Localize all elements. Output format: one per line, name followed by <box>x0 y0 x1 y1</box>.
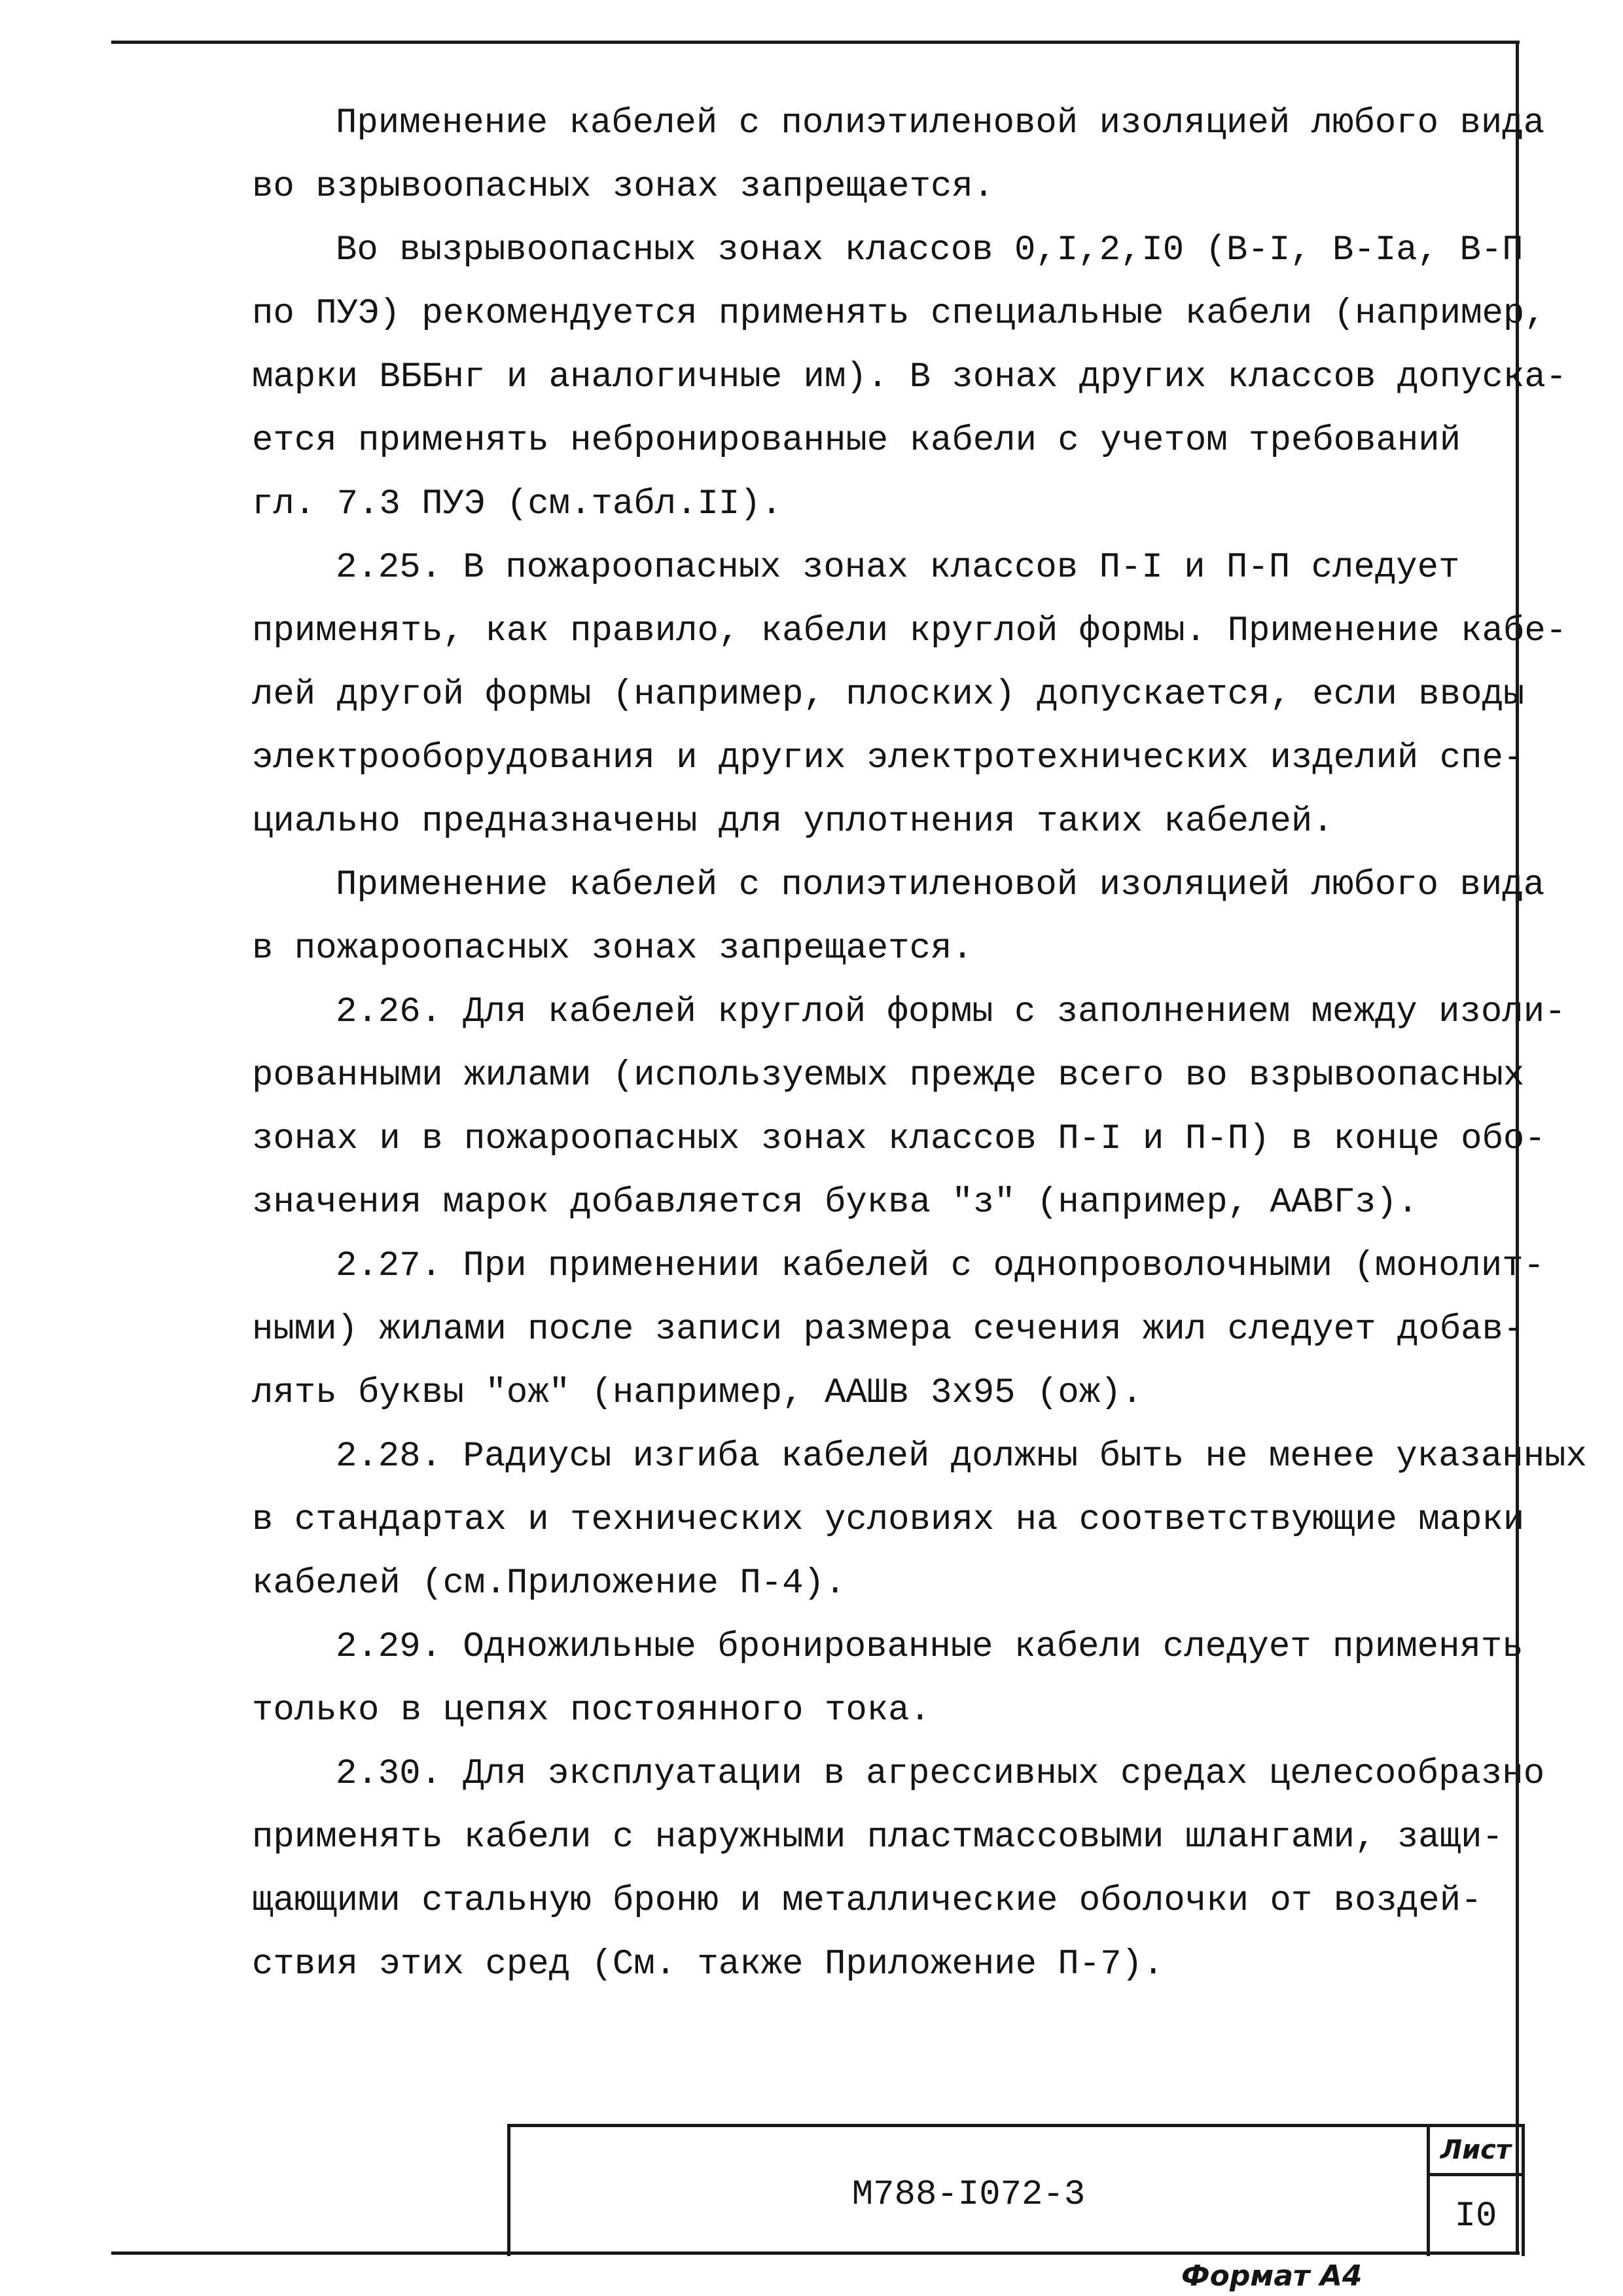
text-line: применять, как правило, кабели круглой формы. Применение кабе- <box>252 611 1567 651</box>
document-designation: М788-I072-3 <box>851 2175 1086 2215</box>
paragraph <box>252 1742 1545 1996</box>
text-line: Применение кабелей с полиэтиленовой изоляцией любого вида <box>336 103 1545 143</box>
sheet-number: I0 <box>1454 2196 1497 2236</box>
text-line: 2.25. В пожароопасных зонах классов П-I и П-П следует <box>336 548 1460 588</box>
text-line: в стандартах и технических условиях на соответствующие марки <box>252 1500 1525 1540</box>
sheet-label: Лист <box>1430 2127 1522 2176</box>
paragraph <box>252 853 1545 980</box>
paragraph <box>252 1425 1587 1615</box>
paragraph <box>252 219 1567 536</box>
text-line: Во вызрывоопасных зонах классов 0,I,2,I0 (В-I, В-Iа, В-П <box>336 230 1524 270</box>
text-line: лять буквы "ож" (например, ААШв 3х95 (ож). <box>252 1373 1143 1413</box>
paragraph <box>252 1234 1545 1425</box>
paragraph <box>252 1615 1524 1742</box>
text-line: в пожароопасных зонах запрещается. <box>252 929 973 969</box>
text-line: марки ВББнг и аналогичные им). В зонах других классов допуска- <box>252 357 1567 397</box>
text-line: зонах и в пожароопасных зонах классов П-I и П-П) в конце обо- <box>252 1119 1546 1159</box>
paragraph <box>252 536 1567 853</box>
text-line: электрооборудования и других электротехнических изделий спе- <box>252 738 1525 778</box>
text-line: ными) жилами после записи размера сечения жил следует добав- <box>252 1310 1525 1350</box>
text-line: гл. 7.3 ПУЭ (см.табл.II). <box>252 484 783 524</box>
text-line: по ПУЭ) рекомендуется применять специальные кабели (например, <box>252 294 1546 334</box>
text-line: 2.26. Для кабелей круглой формы с заполнением между изоли- <box>336 992 1566 1032</box>
text-line: рованными жилами (используемых прежде всего во взрывоопасных <box>252 1056 1525 1096</box>
text-line: Применение кабелей с полиэтиленовой изоляцией любого вида <box>336 865 1545 905</box>
text-line: 2.30. Для эксплуатации в агрессивных средах целесообразно <box>336 1754 1545 1794</box>
title-block <box>507 2124 1525 2256</box>
document-body <box>252 92 1587 1996</box>
text-line: применять кабели с наружными пластмассовыми шлангами, защи- <box>252 1818 1503 1857</box>
text-line: циально предназначены для уплотнения таких кабелей. <box>252 802 1334 842</box>
frame-bottom-border <box>111 2251 1520 2255</box>
text-line: 2.27. При применении кабелей с однопроволочными (монолит- <box>336 1246 1545 1286</box>
text-line: 2.28. Радиусы изгиба кабелей должны быть не менее указанных <box>336 1437 1587 1477</box>
format-note: Формат А4 <box>1181 2259 1363 2293</box>
text-line: лей другой формы (например, плоских) допускается, если вводы <box>252 675 1525 715</box>
sheet-cell <box>1427 2127 1522 2256</box>
text-line: щающими стальную броню и металлические оболочки от воздей- <box>252 1881 1482 1921</box>
frame-top-border <box>111 41 1520 44</box>
text-line: кабелей (см.Приложение П-4). <box>252 1564 846 1604</box>
text-line: во взрывоопасных зонах запрещается. <box>252 167 995 207</box>
text-line: только в цепях постоянного тока. <box>252 1691 931 1731</box>
paragraph <box>252 980 1566 1234</box>
text-line: ствия этих сред (См. также Приложение П-7). <box>252 1945 1164 1984</box>
text-line: значения марок добавляется буква "з" (например, ААВГз). <box>252 1183 1419 1223</box>
text-line: 2.29. Одножильные бронированные кабели следует применять <box>336 1627 1524 1667</box>
text-line: ется применять небронированные кабели с учетом требований <box>252 421 1461 461</box>
paragraph <box>252 92 1545 219</box>
